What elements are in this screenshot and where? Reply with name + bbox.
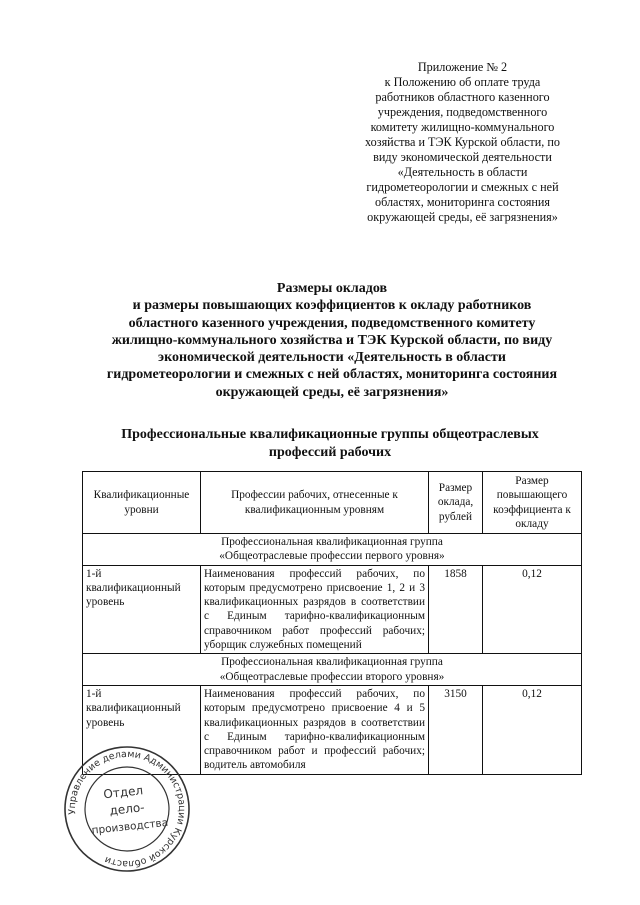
title-line: окружающей среды, её загрязнения» [215,384,449,400]
appendix-line: областях, мониторинга состояния [374,195,551,209]
appendix-line: Приложение № 2 [417,60,508,74]
section-title [80,426,580,461]
header-levels: Квалификационные уровни [83,472,201,534]
group-title [83,654,582,686]
salary-table [82,471,582,775]
header-professions: Профессии рабочих, отнесенные к квалификационным уровням [201,472,429,534]
group-title [83,534,582,566]
header-salary: Размер оклада, рублей [429,472,483,534]
group-title-line: «Общеотраслевые профессии второго уровня» [219,670,445,683]
coefficient-cell: 0,12 [483,565,582,654]
title-line: и размеры повышающих коэффициентов к окладу работников [132,298,532,314]
salary-cell: 3150 [429,685,483,774]
appendix-line: учреждения, подведомственного [377,105,548,119]
professions-cell: Наименования профессий рабочих, по которым предусмотрено присвоение 1, 2 и 3 квалификационных разрядов в соответствии с Единым тарифно-квалификационным справочником работ профессий рабочих; уборщик служебных помещений [201,565,429,654]
group-title-line: Профессиональная квалификационная группа [221,656,443,669]
appendix-line: окружающей среды, её загрязнения» [367,210,558,224]
appendix-line: комитету жилищно-коммунального [370,120,555,134]
appendix-line: к Положению об оплате труда [384,75,541,89]
stamp-center-line: дело- [108,800,146,818]
stamp-center-line: Отдел [102,783,144,802]
coefficient-cell: 0,12 [483,685,582,774]
office-stamp [56,738,199,881]
title-line: областного казенного учреждения, подведомственного комитету [128,315,536,331]
appendix-line: хозяйства и ТЭК Курской области, по [365,135,560,149]
salary-cell: 1858 [429,565,483,654]
section-title-line: Профессиональные квалификационные группы общеотраслевых [121,427,539,442]
qualification-level: 1-й квалификационный уровень [83,565,201,654]
group-title-line: Профессиональная квалификационная группа [221,536,443,548]
appendix-line: работников областного казенного [375,90,550,104]
section-title-line: профессий рабочих [268,444,392,460]
group-row [83,654,582,686]
appendix-header [340,60,585,225]
appendix-line: гидрометеорологии и смежных с ней [366,180,559,194]
title-line: жилищно-коммунального хозяйства и ТЭК Курской области, по виду [111,332,553,348]
qualification-level: 1-й квалификационный уровень [83,685,201,774]
table-row [83,565,582,654]
professions-cell: Наименования профессий рабочих, по которым предусмотрено присвоение 4 и 5 квалификационных разрядов в соответствии с Единым тарифно-квалификационным справочником работ и профессий рабочих; водитель автомобиля [201,685,429,774]
document-title [72,280,592,401]
group-title-line: «Общеотраслевые профессии первого уровня» [219,550,445,563]
title-line: гидрометеорологии и смежных с ней областях, мониторинга состояния [106,367,558,383]
table-header-row [83,472,582,534]
appendix-line: виду экономической деятельности [373,150,552,164]
title-line: экономической деятельности «Деятельность в области [158,350,506,366]
stamp-center-line: производства [91,816,169,837]
title-line: Размеры окладов [276,281,388,296]
header-coefficient: Размер повышающего коэффициента к окладу [483,472,582,534]
appendix-line: «Деятельность в области [397,165,528,179]
group-row [83,534,582,566]
stamp-ring-text: Управление делами Администрации Курской области [66,748,188,870]
